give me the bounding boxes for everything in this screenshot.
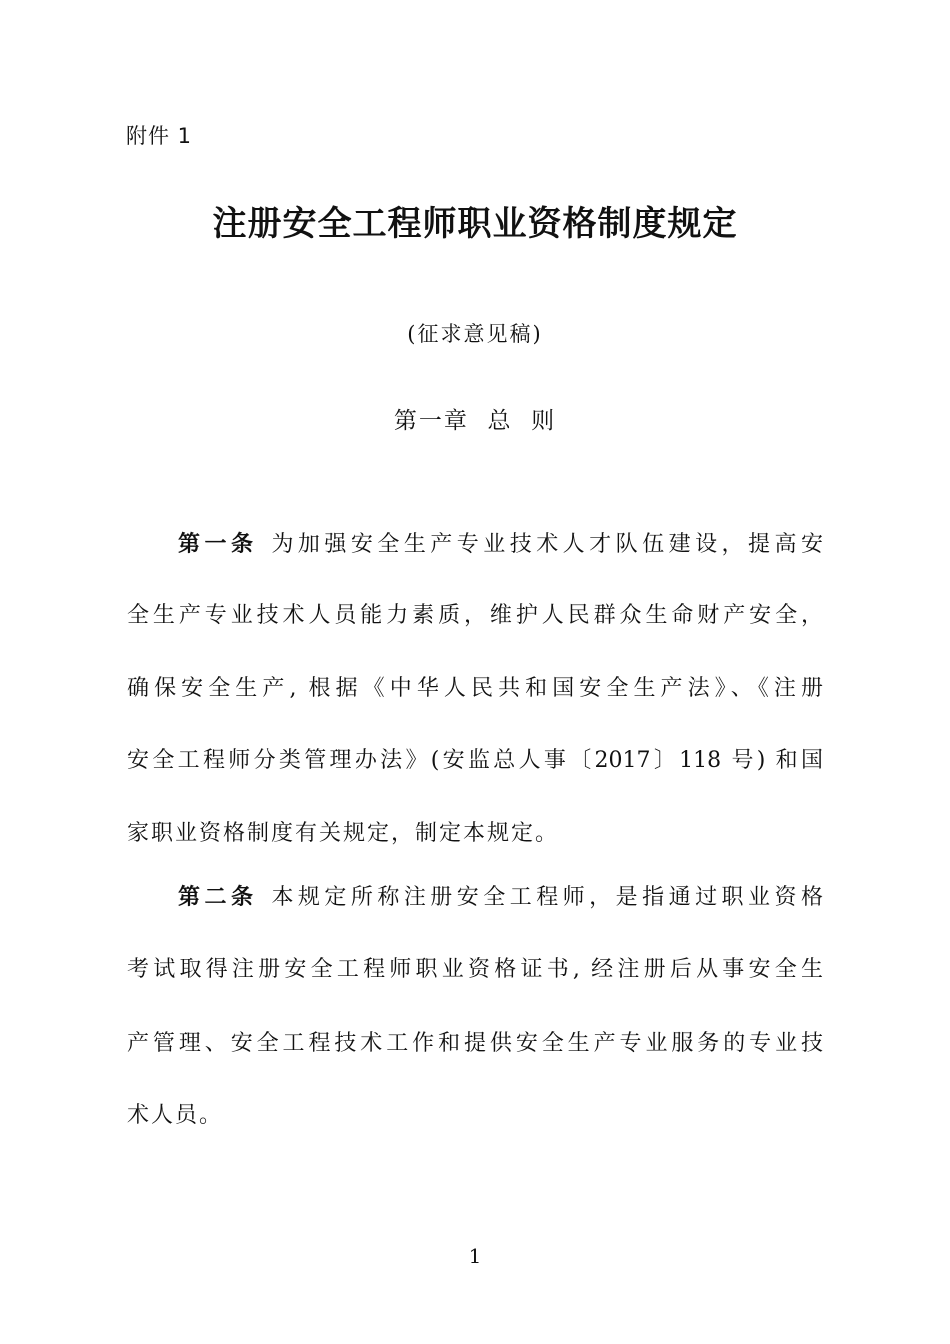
article-1-line-2: 全生产专业技术人员能力素质，维护人民群众生命财产安全， <box>127 603 823 628</box>
article-1-line-3: 确保安全生产, 根据《中华人民共和国安全生产法》、《注册 <box>127 676 823 701</box>
article-1-line-5: 家职业资格制度有关规定，制定本规定。 <box>127 821 560 846</box>
article-2-line-1 <box>178 883 823 913</box>
document-title: 注册安全工程师职业资格制度规定 <box>212 204 738 244</box>
article-2-text: 本规定所称注册安全工程师，是指通过职业资格 <box>271 885 823 910</box>
article-2-label: 第二条 <box>178 885 258 910</box>
page-number: 1 <box>468 1244 482 1268</box>
attachment-label: 附件 1 <box>126 124 193 148</box>
article-2-line-3: 产管理、安全工程技术工作和提供安全生产专业服务的专业技 <box>127 1031 823 1056</box>
article-2-line-2: 考试取得注册安全工程师职业资格证书, 经注册后从事安全生 <box>127 957 823 982</box>
article-1-line-1 <box>178 530 823 560</box>
article-1-label: 第一条 <box>178 532 258 557</box>
article-1-line-4: 安全工程师分类管理办法》(安监总人事〔2017〕118 号) 和国 <box>127 748 823 773</box>
article-2-line-4: 术人员。 <box>127 1103 224 1128</box>
chapter-heading: 第一章 总 则 <box>393 408 557 434</box>
article-1-text: 为加强安全生产专业技术人才队伍建设，提高安 <box>271 532 823 557</box>
document-subtitle: (征求意见稿) <box>407 322 543 346</box>
